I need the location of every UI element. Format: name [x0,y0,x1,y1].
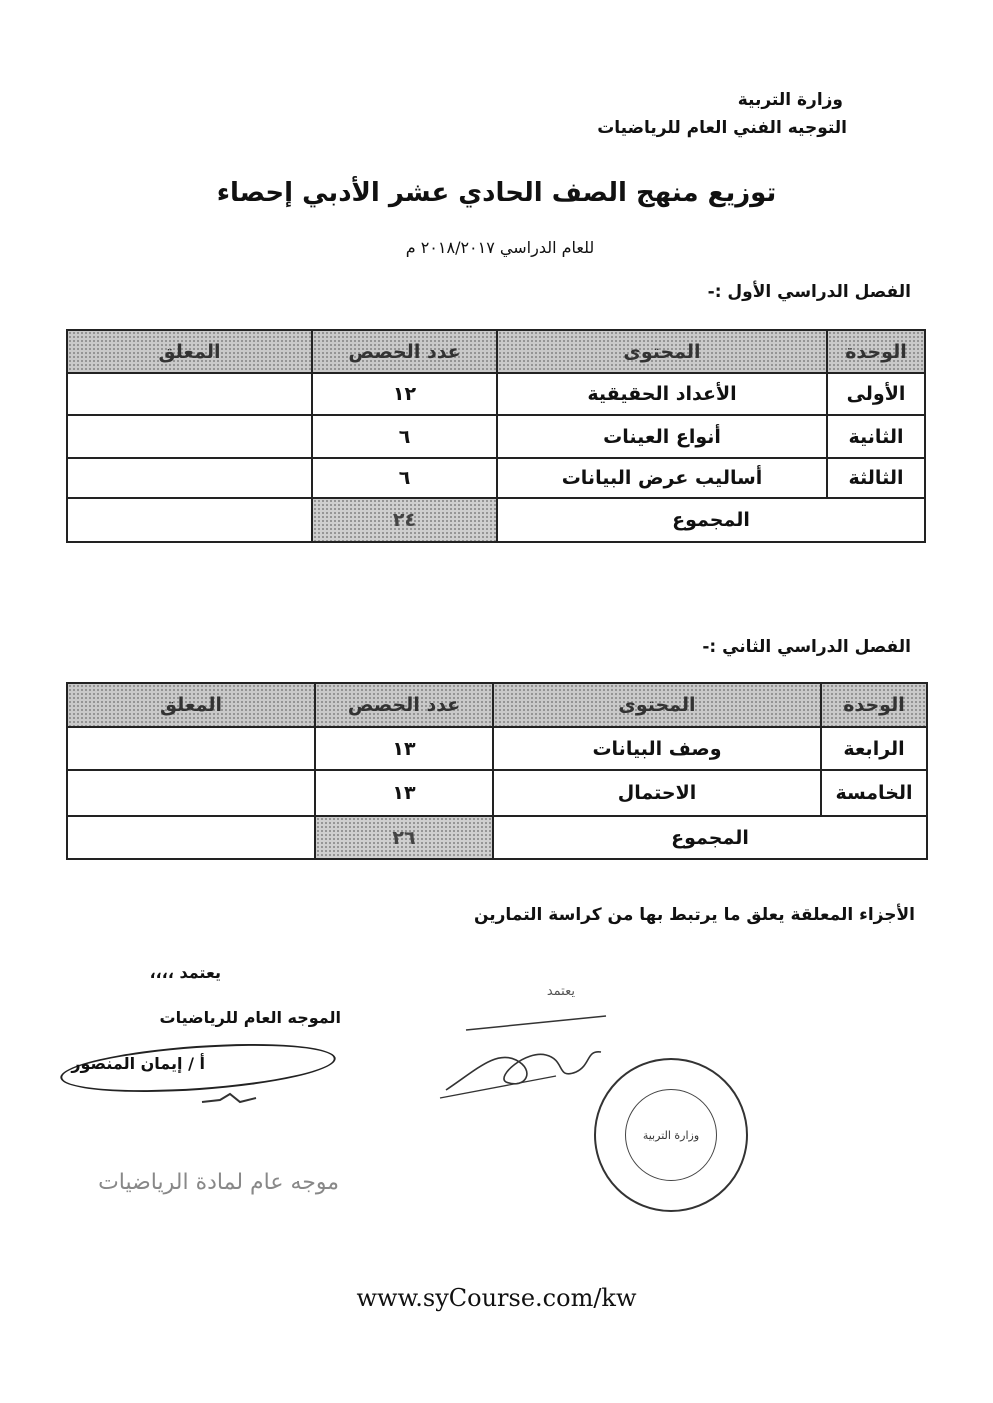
cell-content: الاحتمال [493,770,821,816]
right-approve-label: يعتمد [546,984,575,999]
cell-periods: ١٣ [315,770,493,816]
semester2-table [66,682,928,860]
header-suspended: المعلق [67,683,315,727]
page-title: توزيع منهج الصف الحادي عشر الأدبي إحصاء [216,178,777,208]
signature-scribble-icon [200,1086,260,1110]
cell-unit: الخامسة [821,770,927,816]
header-unit: الوحدة [821,683,927,727]
cell-content: وصف البيانات [493,727,821,770]
semester1-table [66,329,926,543]
total-suspended [67,816,315,859]
official-stamp [594,1058,748,1212]
stamp-text: وزارة التربية [642,1128,700,1142]
total-suspended [67,498,312,542]
academic-year: للعام الدراسي ٢٠١٨/٢٠١٧ م [405,238,595,257]
table-total-row [67,498,925,542]
cell-periods: ٦ [312,458,497,498]
cell-suspended [67,727,315,770]
footer-url: www.syCourse.com/kw [356,1284,637,1312]
table-header-row [67,683,927,727]
table-total-row [67,816,927,859]
cell-periods: ١٢ [312,373,497,415]
cell-suspended [67,415,312,458]
total-label: المجموع [497,498,925,542]
handwritten-signature-icon [436,1010,616,1105]
total-periods: ٢٦ [315,816,493,859]
cell-suspended [67,373,312,415]
cell-unit: الثانية [827,415,925,458]
cell-periods: ١٣ [315,727,493,770]
total-periods: ٢٤ [312,498,497,542]
faded-supervisor-role: موجه عام لمادة الرياضيات [98,1170,339,1195]
cell-content: أساليب عرض البيانات [497,458,827,498]
approve-label: يعتمد ،،،، [149,963,221,982]
header-content: المحتوى [497,330,827,373]
table-row [67,458,925,498]
total-label: المجموع [493,816,927,859]
cell-suspended [67,770,315,816]
suspended-note: الأجزاء المعلقة يعلق ما يرتبط بها من كراسة التمارين [473,905,915,925]
supervisor-role: الموجه العام للرياضيات [159,1008,341,1027]
cell-unit: الثالثة [827,458,925,498]
header-unit: الوحدة [827,330,925,373]
cell-suspended [67,458,312,498]
table-row [67,770,927,816]
stamp-emblem-icon [625,1089,717,1181]
semester2-label: الفصل الدراسي الثاني :- [702,637,911,657]
department-name: التوجيه الفني العام للرياضيات [597,118,847,138]
cell-content: أنواع العينات [497,415,827,458]
header-periods: عدد الحصص [315,683,493,727]
supervisor-name: أ / إيمان المنصور [71,1054,205,1073]
cell-unit: الأولى [827,373,925,415]
table-row [67,415,925,458]
ministry-name: وزارة التربية [737,90,843,110]
cell-content: الأعداد الحقيقية [497,373,827,415]
table-header-row [67,330,925,373]
cell-periods: ٦ [312,415,497,458]
table-row [67,727,927,770]
header-suspended: المعلق [67,330,312,373]
header-content: المحتوى [493,683,821,727]
semester1-label: الفصل الدراسي الأول :- [707,282,911,302]
cell-unit: الرابعة [821,727,927,770]
table-row [67,373,925,415]
header-periods: عدد الحصص [312,330,497,373]
